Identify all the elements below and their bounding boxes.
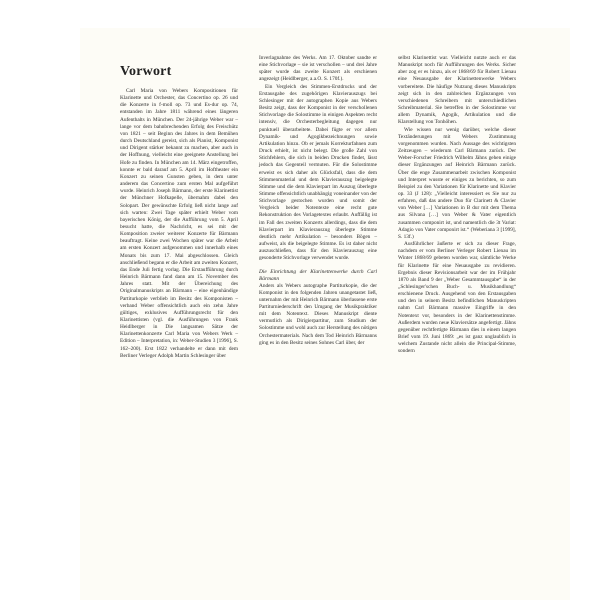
paragraph: Wie wissen nur wenig darüber, welche dieser Textänderungen mit Webers Zustimmung vorgenommen wurden. Nach Aussage des wichtigsten Zeitzeugen – wiederum Carl Bärmann zurück. Der Weber-Forscher Friedrich Wilhelm Jähns gehen einige dieser Ergänzungen auf Heinrich Bärmann zurück. Über die enge Zusammenarbeit zwischen Komponist und Interpret wusste er einiges zu berichten, so zum Beispiel zu den Variationen für Klarinette und Klavier op. 33 (J 128): „Vielleicht interessiert es Sie nur zu erfahren, daß das andere Duo für Clarinett & Clavier von Weber […] Variationen in B dur mit dem Thema aus Silvana […] von Weber & Vater eigentlich zusammen componirt ist, und namentlich die 3t Variat: Adagio von Vater componirt ist.“ (Weberiana 3 [1999], S. 13f.) (398, 126, 516, 240)
text-column-1 (120, 88, 238, 360)
text-column-2 (259, 55, 377, 347)
page-title: Vorwort (120, 64, 172, 79)
document-page (80, 28, 570, 600)
text-column-3 (398, 55, 516, 356)
paragraph: selbst Klarinettist war. Vielleicht nutzte auch er das Manuskript noch für Aufführungen des Werks. Sicher aber zog er es hinzu, als er 1868/69 für Robert Lienau eine Neuausgabe der Klarinettenwerke Webers vorbereitete. Die häufige Nutzung dieses Manuskripts zeigt sich in den zahlreichen Ergänzungen von verschiedenen Schreibern mit unterschiedlichen Schreibmaterial. Sie betreffen in der Solostimme vor allem Dynamik, Agogik, Artikulation und die Klarstellung von Tonhöhen. (398, 55, 516, 126)
paragraph: Carl Maria von Webers Kompositionen für Klarinette und Orchester, das Concertino op. 26 und die Konzerte in f-moll op. 73 und Es-dur op. 74, entstanden im Jahre 1811 während eines längeren Aufenthalts in München. Der 24-jährige Weber war – lange vor dem bahnbrechenden Erfolg des Freischütz von 1821 – seit Beginn des Jahres in dem Bemühen durch Deutschland gereist, sich als Pianist, Komponist und Dirigent stärker bekannt zu machen, aber auch in der Hoffnung, vielleicht eine geeignete Anstellung bei Hofe zu finden. In München am 14. März eingetroffen, konnte er bald darauf am 5. April im Hoftheater ein Konzert zu seinen Gunsten geben, in dem unter anderem das Concertino zum ersten Mal aufgeführt wurde. Heinrich Joseph Bärmann, der erste Klarinettist der Münchner Hofkapelle, übernahm dabei den Solopart. Der gewünschte Erfolg ließ nicht lange auf sich warten: Zwei Tage später erhielt Weber vom bayerischen König, der die Aufführung vom 5. April besucht hatte, die Nachricht, es sei mit der Komposition zweier weiterer Konzerte für Bärmann beauftragt. Keine zwei Wochen später war die Arbeit am ersten Konzert aufgenommen und innerhalb eines Monats bis zum 17. Mai abgeschlossen. Gleich anschließend begann er die Arbeit am zweiten Konzert, das Ende Juli fertig vorlag. Die Erstaufführung durch Heinrich Bärmann fand dann am 15. November des Jahres statt. Mit der Übereichung des Originalmanuskripts an Bärmann – eine eigenhändige Partiturkopie verblieb im Besitz des Komponisten – verband Weber offensichtlich auch ein zehn Jahre gültiges, exklusives Aufführungsrecht für den Klarinettisten (vgl. die Ausführungen von Frank Heidlberger in Die langsamen Sätze der Klarinettenkonzerte Carl Maria von Webers Werk – Edition – Interpretation, in: Weber-Studien 3 [1996], S. 162–200). Erst 1822 verhandelte er dann mit dem Berliner Verleger Adolph Martin Schlesinger über (120, 88, 238, 359)
section-subheading: Die Einrichtung der Klarinettenwerke durch Carl Bärmann (259, 268, 377, 282)
paragraph: Ausführlicher äußerte er sich zu dieser Frage, nachdem er vom Berliner Verleger Robert Lienau im Winter 1868/69 gebeten worden war, sämtliche Werke für Klarinette für eine Neuausgabe zu revidieren. Ergebnis dieser Revisionsarbeit war der im Frühjahr 1870 als Band 9 der „Weber Gesammtausgabe“ in der „Schlesinger'schen Buch- u. Musikhandlung“ erschienene Druck. Ausgehend von den Erstausgaben und den in seinem Besitz befindlichen Manuskripten nahm Carl Bärmann massive Eingriffe in den Notentext vor, besonders in der Klarinettenstimme. Außerdem wurden neue Klaviersätze angefertigt. Jähns gegenüber rechtfertigte Bärmann dies in einem langen Brief vom 19. Juni 1869: „es ist ganz unglaublich in welchem Zustande nicht allein die Principal-Stimme, sondern (398, 241, 516, 355)
paragraph: Anders als Webers autographe Partiturkopie, die der Komponist in den folgenden Jahren unangetastet ließ, unternahm der mit Heinrich Bärmann überlassene erste Partiturniederschrift den Umgang der Musikpraktiker mit dem Notentext. Dieses Manuskript diente vermutlich als Dirigierpartitur, zum Studium der Solostimme und wohl auch zur Herstellung des nötigen Orchestermaterials. Nach dem Tod Heinrich Bärmanns ging es in den Besitz seines Sohnes Carl über, der (259, 282, 377, 346)
paragraph: Ein Vergleich des Stimmen-Erstdrucks und der Erstausgabe des zugehörigen Klavierauszugs bei Schlesinger mit der autographen Kopie aus Webers Besitz zeigt, dass der Komponist in der verschollenen Stichvorlage die Solostimme in einigen Aspekten recht intensiv, die Orchesterbegleitung dagegen nur punktuell überarbeitete. Dabei fügte er vor allem Dynamik- und Agogikbezeichnungen sowie Artikulation hinzu. Ob er jemals Korrekturfahnen zum Druck erhielt, ist nicht belegt. Die große Zahl von Stichfehlern, die sich in beiden Drucken findet, lässt jedoch das Gegenteil vermuten. Für die Solostimme erweist es sich daher als Glücksfall, dass die dem Stimmenmaterial und dem Klavierauszug beigelegte Stimme und die dem Klavierpart im Auszug überlegte Stimme offensichtlich unabhängig voneinander von der Stichvorlage gestochen wurden und somit der Vergleich beider Notentexte eine recht gute Rekonstruktion des Vorlagetextes erlaubt. Auffällig ist im Fall des zweiten Konzerts allerdings, dass die dem Klavierpart im Klavierauszug überlegte Stimme deutlich mehr Artikulation – besonders Bögen – aufweist, als die beigelegte Stimme. Es ist daher nicht auszuschließen, dass für den Klavierauszug eine gesonderte Stichvorlage verwendet wurde. (259, 83, 377, 262)
paragraph: Inverlagnahme des Werks. Am 17. Oktober sandte er eine Stichvorlage – sie ist verschollen – und drei Jahre später wurde das zweite Konzert als erschienen angezeigt (Heidlberger, a.a.O. S. 170f.). (259, 55, 377, 83)
